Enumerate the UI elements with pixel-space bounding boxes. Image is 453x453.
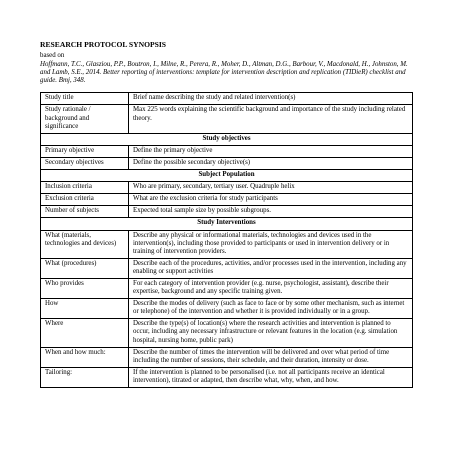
- row-label: Study rationale / background and significance: [41, 105, 129, 133]
- section-heading-objectives: Study objectives: [41, 133, 413, 145]
- document-title: RESEARCH PROTOCOL SYNOPSIS: [40, 40, 167, 49]
- row-label: Primary objective: [41, 145, 129, 157]
- row-description: Max 225 words explaining the scientific background and importance of the study including related theory.: [129, 105, 413, 133]
- row-label: Study title: [41, 93, 129, 105]
- table-row: [41, 278, 413, 298]
- table-row: [41, 230, 413, 258]
- table-row: [41, 347, 413, 367]
- row-description: For each category of intervention provider (e.g. nurse, psychologist, assistant), describe their expertise, background and any specific training given.: [129, 278, 413, 298]
- row-description: What are the exclusion criteria for study participants: [129, 194, 413, 206]
- table-row: [41, 319, 413, 347]
- table-row: [41, 206, 413, 218]
- table-row: [41, 145, 413, 157]
- row-description: Define the possible secondary objective(s): [129, 157, 413, 169]
- table-row: [41, 93, 413, 105]
- based-on-text: based on: [40, 52, 65, 59]
- row-description: If the intervention is planned to be personalised (i.e. not all participants receive an identical intervention), titrated or adapted, then describe what, why, when, and how.: [129, 367, 413, 387]
- section-heading-population: Subject Population: [41, 170, 413, 182]
- row-label: What (materials, technologies and devices): [41, 230, 129, 258]
- table-row: [41, 105, 413, 133]
- table-row: [41, 157, 413, 169]
- protocol-synopsis-table: [40, 92, 413, 388]
- row-description: Describe the modes of delivery (such as face to face or by some other mechanism, such as internet or telephone) of the intervention and whether it is provided individually or in a group.: [129, 299, 413, 319]
- row-label: Tailoring:: [41, 367, 129, 387]
- row-label: Who provides: [41, 278, 129, 298]
- row-description: Describe any physical or informational materials, technologies and devices used in the intervention(s), including those provided to participants or used in intervention delivery or in training of intervention providers.: [129, 230, 413, 258]
- row-description: Describe each of the procedures, activities, and/or processes used in the intervention, including any enabling or support activities: [129, 258, 413, 278]
- reference-citation: Hoffmann, T.C., Glasziou, P.P., Boutron, I., Milne, R., Perera, R., Moher, D., Altman, D.G., Barbour, V., Macdonald, H., Johnston, M. and Lamb, S.E., 2014. Better reporting of interventions: template for intervention description and replication (TIDieR) checklist and guide. Bmj, 348.: [40, 60, 408, 85]
- row-description: Who are primary, secondary, tertiary user. Quadruple helix: [129, 182, 413, 194]
- row-label: Exclusion criteria: [41, 194, 129, 206]
- row-label: What (procedures): [41, 258, 129, 278]
- row-description: Expected total sample size by possible subgroups.: [129, 206, 413, 218]
- table-row: [41, 299, 413, 319]
- section-heading-interventions: Study Interventions: [41, 218, 413, 230]
- section-header-row: [41, 218, 413, 230]
- row-label: Number of subjects: [41, 206, 129, 218]
- table-row: [41, 182, 413, 194]
- table-row: [41, 367, 413, 387]
- row-description: Describe the number of times the intervention will be delivered and over what period of time including the number of sessions, their schedule, and their duration, intensity or dose.: [129, 347, 413, 367]
- row-description: Define the primary objective: [129, 145, 413, 157]
- row-label: How: [41, 299, 129, 319]
- row-description: Brief name describing the study and related intervention(s): [129, 93, 413, 105]
- table-row: [41, 258, 413, 278]
- row-label: Secondary objectives: [41, 157, 129, 169]
- row-label: When and how much:: [41, 347, 129, 367]
- table-row: [41, 194, 413, 206]
- row-label: Where: [41, 319, 129, 347]
- row-description: Describe the type(s) of location(s) where the research activities and intervention is planned to occur, including any necessary infrastructure or relevant features in the location (e.g. simulation hospital, nursing home, public park): [129, 319, 413, 347]
- section-header-row: [41, 170, 413, 182]
- section-header-row: [41, 133, 413, 145]
- row-label: Inclusion criteria: [41, 182, 129, 194]
